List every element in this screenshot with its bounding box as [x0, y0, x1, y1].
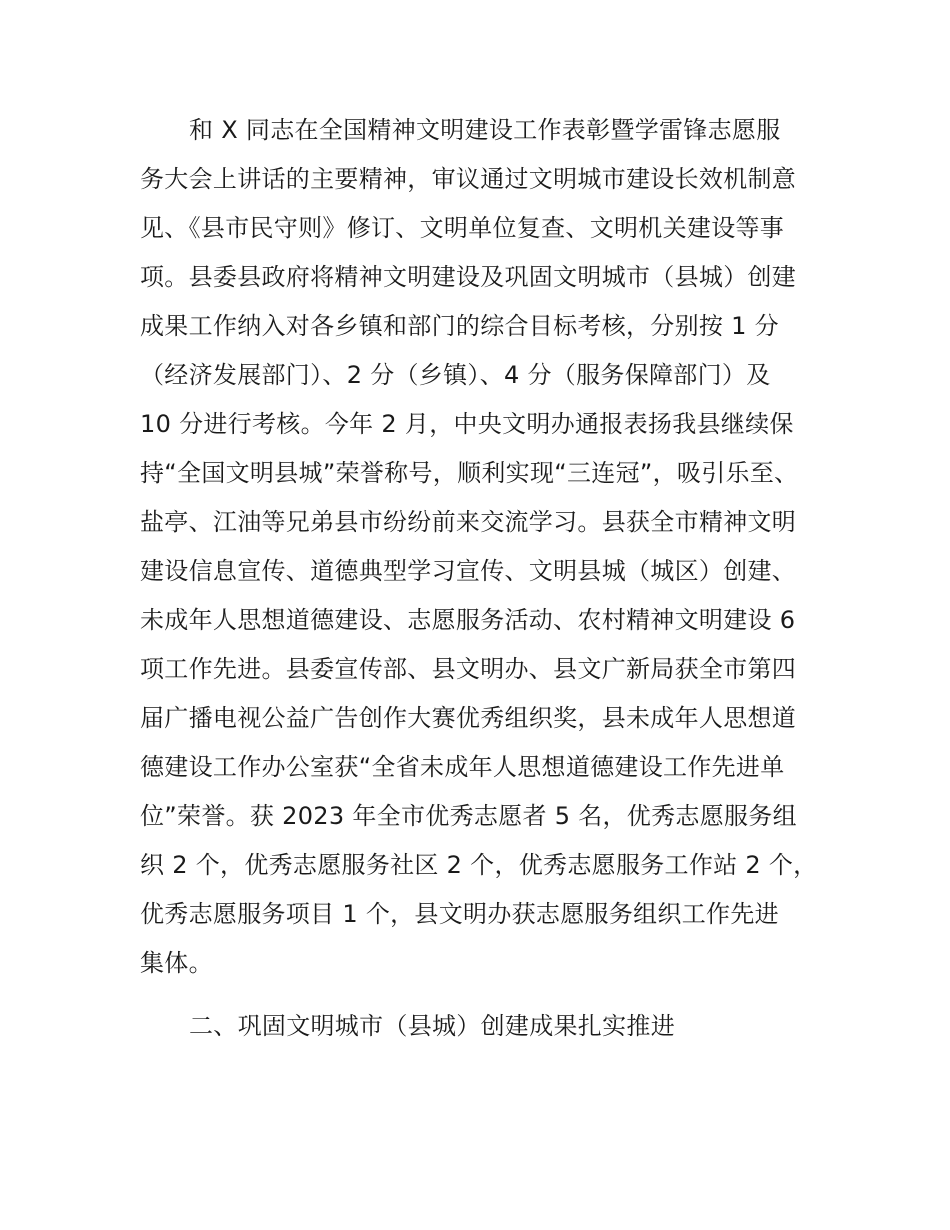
paragraph-line: 盐亭、江油等兄弟县市纷纷前来交流学习。县获全市精神文明: [140, 508, 797, 536]
paragraph-line: 届广播电视公益广告创作大赛优秀组织奖，县未成年人思想道: [140, 704, 797, 732]
paragraph-line: 织 2 个，优秀志愿服务社区 2 个，优秀志愿服务工作站 2 个，: [140, 851, 818, 879]
paragraph-line: 成果工作纳入对各乡镇和部门的综合目标考核，分别按 1 分: [140, 312, 779, 340]
paragraph-line: 优秀志愿服务项目 1 个，县文明办获志愿服务组织工作先进: [140, 900, 779, 928]
paragraph-line: 10 分进行考核。今年 2 月，中央文明办通报表扬我县继续保: [140, 410, 794, 438]
section-heading: 二、巩固文明城市（县城）创建成果扎实推进: [189, 1012, 675, 1040]
paragraph-line: （经济发展部门）、2 分（乡镇）、4 分（服务保障部门）及: [140, 361, 771, 389]
paragraph-line: 见、《县市民守则》修订、文明单位复查、文明机关建设等事: [140, 214, 785, 242]
paragraph-line: 持“全国文明县城”荣誉称号，顺利实现“三连冠”，吸引乐至、: [140, 459, 799, 487]
paragraph-line: 未成年人思想道德建设、志愿服务活动、农村精神文明建设 6: [140, 606, 796, 634]
paragraph-line: 位”荣誉。获 2023 年全市优秀志愿者 5 名，优秀志愿服务组: [140, 802, 797, 830]
paragraph-line: 项工作先进。县委宣传部、县文明办、县文广新局获全市第四: [140, 655, 797, 683]
paragraph-line: 集体。: [140, 949, 213, 977]
paragraph-line: 德建设工作办公室获“全省未成年人思想道德建设工作先进单: [140, 753, 785, 781]
paragraph-line: 务大会上讲话的主要精神，审议通过文明城市建设长效机制意: [140, 165, 797, 193]
paragraph-line: 和 X 同志在全国精神文明建设工作表彰暨学雷锋志愿服: [189, 116, 781, 144]
paragraph-line: 项。县委县政府将精神文明建设及巩固文明城市（县城）创建: [140, 263, 797, 291]
paragraph-line: 建设信息宣传、道德典型学习宣传、文明县城（城区）创建、: [140, 557, 797, 585]
